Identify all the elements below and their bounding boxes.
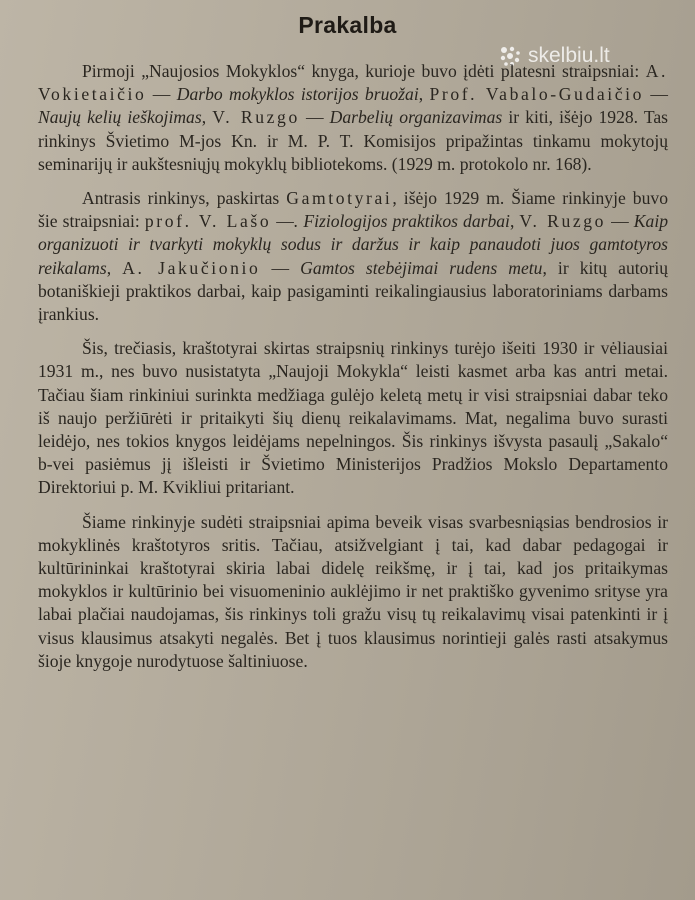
text-run: — [299, 107, 330, 128]
body-text [38, 60, 668, 684]
text-run: , išėjo 1929 m. Šiame rinkinyje buvo šie straipsniai: [38, 188, 668, 232]
text-run: Šis, trečiasis, kraštotyrai skirtas straipsnių rinkinys turėjo išeiti 1930 ir vėliausiai 1931 m., nes buvo nusistatyta „Naujoji Mokykla“ leisti kasmet arba kas antri metai. Tačiau šiam rinkiniui surinkta medžiaga gulėjo keletą metų ir visi straipsniai dabar teko iš naujo peržiūrėti ir pritaikyti šių dienų reikalavimams. Mat, negalima buvo surasti leidėjo, nes tokios knygos leidėjams nepelningos. Šis rinkinys išvysta pasaulį „Sakalo“ b-vei pasiėmus jį išleisti ir Švietimo Ministerijos Pradžios Mokslo Departamento Direktoriui p. M. Kvikliui pritariant. [38, 338, 668, 498]
text-run: , [509, 211, 520, 232]
author-name: V. Ruzgo [212, 107, 300, 128]
article-title: Naujų kelių ieškojimas [38, 107, 202, 128]
text-run: — [146, 84, 177, 105]
watermark-text: skelbiu.lt [528, 44, 610, 67]
author-name: Gamtotyrai [286, 188, 393, 209]
author-name: Prof. Vabalo-Gudaičio [429, 84, 645, 105]
article-title: Darbo mokyklos istorijos bruožai [176, 84, 419, 105]
text-run: — [260, 257, 301, 278]
author-name: A. Jakučionio [122, 257, 261, 278]
page-title: Prakalba [298, 12, 397, 38]
text-run: , [418, 84, 430, 105]
paragraph-2 [38, 187, 668, 326]
text-run: Pirmoji „Naujosios Mokyklos“ knyga, kurioje buvo įdėti platesni straipsniai: [82, 61, 646, 81]
text-run: — [271, 211, 294, 232]
paragraph-3 [38, 337, 668, 499]
article-title: Kaip organizuoti ir tvarkyti mokyklų sodus ir daržus ir kaip panaudoti juos gamtotyros reikalams [38, 211, 668, 278]
text-run: — [644, 84, 669, 105]
text-run: ir kiti, išėjo 1928. Tas rinkinys Švietimo M-jos Kn. ir M. P. T. Komisijos pripažintas tinkamu mokytojų seminarijų ir aukštesniųjų mokyklų bibliotekoms. (1929 m. protokolo nr. 168). [38, 107, 669, 174]
text-run: Šiame rinkinyje sudėti straipsniai apima beveik visas svarbesniąsias bendrosios ir mokyklinės kraštotyros sritis. Tačiau, atsižvelgiant į tai, kad dabar pedagogai ir kultūrininkai kraštotyrai skiria labai didelę reikšmę, ir į tai, kad jos pritaikymas mokyklos ir kultūrinio bei visuomeninio auklėjimo ir net praktiško gyvenimo srityse yra labai plačiai naudojamas, šis rinkinys toli gražu visų tų reikalavimų visai patenkinti ir į visus klausimus atsakyti negalės. Bet į tuos klausimus norintieji galės rasti atsakymus šioje knygoje nurodytuose šaltiniuose. [38, 511, 668, 671]
author-name: prof. V. Lašo [144, 211, 272, 232]
article-title: Gamtos stebėjimai rudens metu [300, 257, 543, 278]
text-run: — [606, 211, 634, 232]
author-name: A. Vokietaičio [38, 61, 668, 105]
paragraph-1 [38, 60, 668, 176]
text-run: , [106, 257, 123, 278]
text-run: , [201, 107, 213, 128]
text-run: Antrasis rinkinys, paskirtas [82, 188, 287, 209]
article-title: Darbelių organizavimas [329, 107, 503, 128]
paragraph-4 [38, 511, 668, 673]
article-title: . Fiziologijos praktikos darbai [293, 211, 510, 232]
text-run: , ir kitų autorių botaniškieji praktikos darbai, kaip pasigaminti reikalingiausius laboratoriniams darbams įrankius. [38, 257, 669, 325]
author-name: V. Ruzgo [519, 211, 607, 232]
